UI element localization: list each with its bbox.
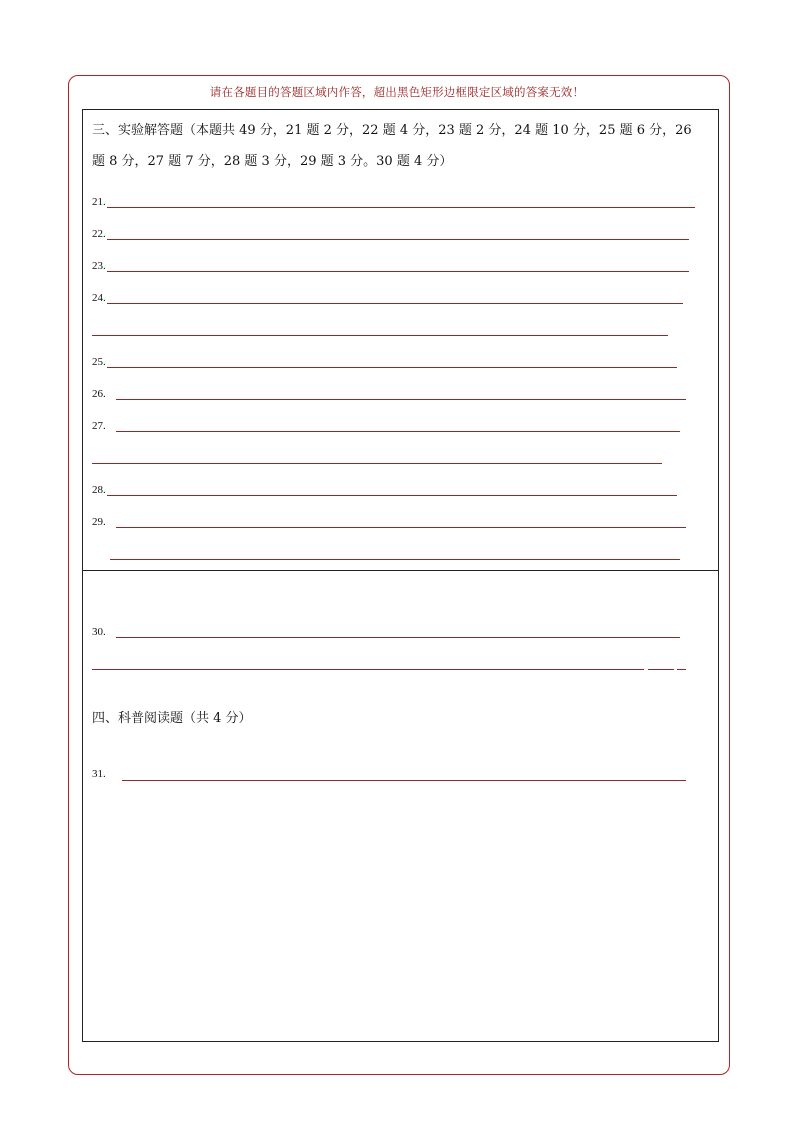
question-28-number: 28. [92, 484, 106, 496]
answer-region-box [82, 109, 719, 1042]
question-30-number: 30. [92, 626, 106, 638]
question-30-answer-line-2[interactable] [92, 669, 686, 670]
question-27-answer-line-1[interactable] [116, 431, 680, 432]
question-21-number: 21. [92, 196, 106, 208]
question-30-line-gap [674, 669, 677, 670]
section3-heading-line2: 题 8 分，27 题 7 分，28 题 3 分，29 题 3 分。30 题 4 分） [92, 154, 453, 169]
question-27-answer-line-2[interactable] [92, 463, 662, 464]
section3-heading-line1: 三、实验解答题（本题共 49 分，21 题 2 分，22 题 4 分，23 题 2 分，24 题 10 分，25 题 6 分，26 [92, 123, 692, 138]
question-22-number: 22. [92, 228, 106, 240]
answer-area-notice: 请在各题目的答题区域内作答，超出黑色矩形边框限定区域的答案无效！ [209, 85, 585, 99]
question-24-number: 24. [92, 292, 106, 304]
question-23-number: 23. [92, 260, 106, 272]
question-26-number: 26. [92, 388, 106, 400]
question-29-number: 29. [92, 516, 106, 528]
question-30-answer-line-1[interactable] [116, 637, 680, 638]
question-22-answer-line[interactable] [107, 239, 689, 240]
question-31-number: 31. [92, 768, 106, 780]
question-31-answer-line[interactable] [122, 780, 686, 781]
question-21-answer-line[interactable] [107, 207, 695, 208]
question-28-answer-line[interactable] [107, 495, 677, 496]
question-24-answer-line-2[interactable] [92, 335, 668, 336]
question-29-answer-line-2[interactable] [110, 559, 680, 560]
question-25-number: 25. [92, 356, 106, 368]
question-29-answer-line-1[interactable] [116, 527, 686, 528]
question-30-line-gap [644, 669, 648, 670]
question-23-answer-line[interactable] [107, 271, 689, 272]
section4-heading: 四、科普阅读题（共 4 分） [92, 711, 252, 726]
section-divider [82, 570, 719, 571]
question-25-answer-line[interactable] [107, 367, 677, 368]
question-26-answer-line[interactable] [116, 399, 686, 400]
question-24-answer-line-1[interactable] [107, 303, 683, 304]
question-27-number: 27. [92, 420, 106, 432]
